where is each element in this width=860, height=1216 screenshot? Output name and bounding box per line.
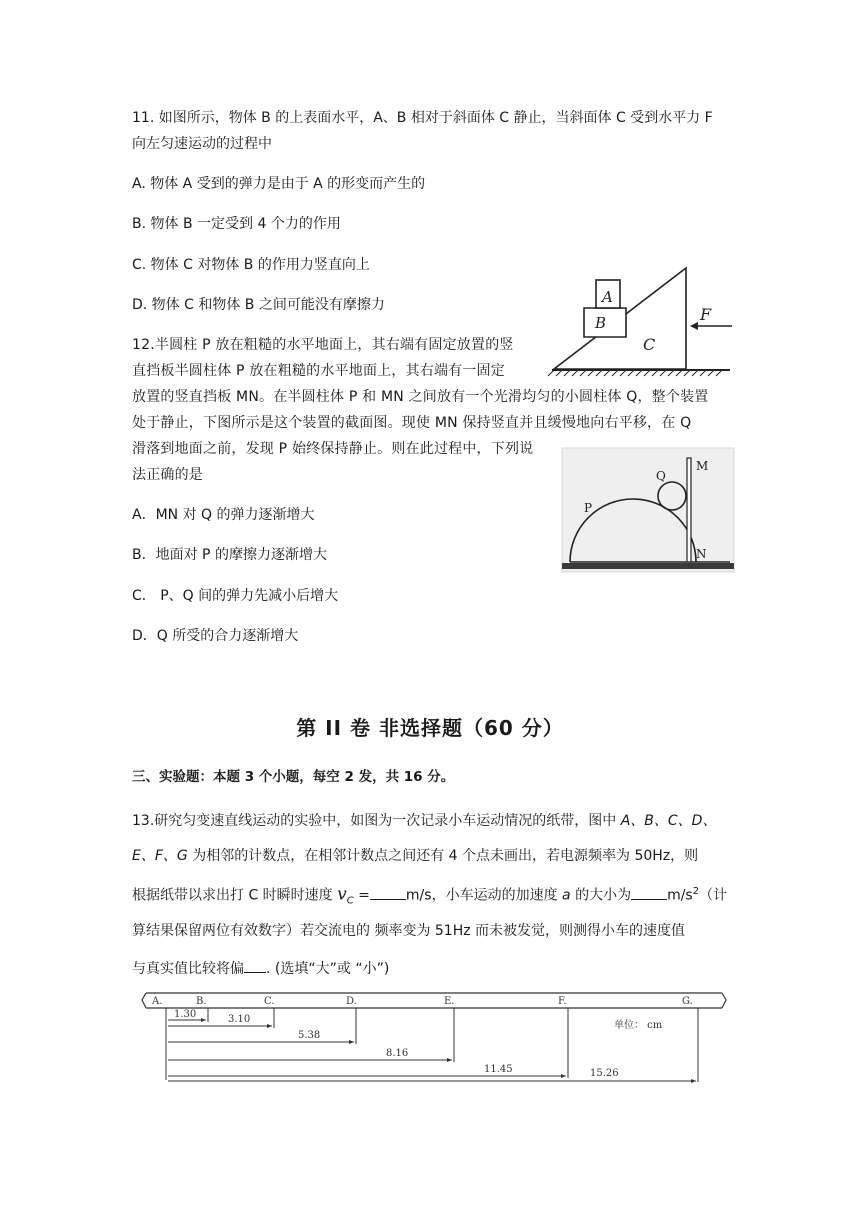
tape-unit: 单位： cm bbox=[614, 1020, 663, 1031]
incline-figure bbox=[540, 262, 740, 382]
q13-line-2 bbox=[132, 846, 698, 866]
q13-line-1 bbox=[132, 811, 716, 831]
q11-stem-line-1: 11. 如图所示，物体 B 的上表面水平，A、B 相对于斜面体 C 静止，当斜面体 C 受到水平力 F bbox=[132, 110, 713, 126]
label-b: B bbox=[595, 314, 607, 332]
distance-ab: 1.30 bbox=[174, 1009, 197, 1020]
q13-line-5-text-a: 与真实值比较将偏 bbox=[132, 961, 244, 977]
q13-line-4: 算结果保留两位有效数字）若交流电的 频率变为 51Hz 而未被发觉，则测得小车的速度值 bbox=[132, 923, 686, 939]
q12-stem-line-1: 12.半圆柱 P 放在粗糙的水平地面上，其右端有固定放置的竖 bbox=[132, 337, 514, 353]
label-f: F bbox=[700, 305, 712, 324]
q13-line-3-text-a: 根据纸带以求出打 C 时瞬时速度 bbox=[132, 887, 338, 904]
q13-line-3-unit: m/s bbox=[667, 887, 693, 904]
q13-line-3-text-f: （计 bbox=[699, 887, 728, 904]
tape-point-e: E. bbox=[444, 996, 455, 1007]
tape-point-g: G. bbox=[682, 996, 693, 1007]
label-m: M bbox=[696, 459, 709, 473]
q12-option-b: B．地面对 P 的摩擦力逐渐增大 bbox=[132, 547, 327, 563]
paper-tape-figure bbox=[142, 990, 728, 1086]
q12-stem-line-6: 法正确的是 bbox=[132, 467, 203, 483]
acceleration-symbol: a bbox=[562, 887, 571, 904]
tape-point-f: F. bbox=[558, 996, 567, 1007]
label-q: Q bbox=[656, 469, 666, 483]
q11-option-a: A. 物体 A 受到的弹力是由于 A 的形变而产生的 bbox=[132, 176, 426, 192]
q13-line-3-text-d: 的大小为 bbox=[570, 887, 632, 904]
label-c: C bbox=[643, 335, 656, 354]
q13-line-5 bbox=[132, 958, 389, 979]
q12-option-d: D．Q 所受的合力逐渐增大 bbox=[132, 628, 299, 644]
q11-option-d: D. 物体 C 和物体 B 之间可能没有摩擦力 bbox=[132, 297, 385, 313]
q12-stem-line-4: 处于静止，下图所示是这个装置的截面图。现使 MN 保持竖直并且缓慢地向右平移，在 Q bbox=[132, 415, 692, 431]
q13-line-2-text: 为相邻的计数点，在相邻计数点之间还有 4 个点未画出，若电源频率为 50Hz，则 bbox=[187, 848, 699, 864]
velocity-subscript: C bbox=[346, 895, 354, 907]
q11-option-c: C. 物体 C 对物体 B 的作用力竖直向上 bbox=[132, 257, 370, 273]
velocity-symbol: v bbox=[337, 884, 347, 905]
q13-points-ad: A、B、C、D、 bbox=[620, 813, 717, 829]
q12-stem-line-3: 放置的竖直挡板 MN。在半圆柱体 P 和 MN 之间放有一个光滑均匀的小圆柱体 Q，整个装置 bbox=[132, 389, 709, 405]
tape-point-b: B. bbox=[196, 996, 207, 1007]
q12-option-c: C． P、Q 间的弹力先减小后增大 bbox=[132, 588, 339, 604]
distance-ac: 3.10 bbox=[228, 1014, 251, 1025]
label-n: N bbox=[696, 547, 707, 561]
q13-line-1-text: 13.研究匀变速直线运动的实验中，如图为一次记录小车运动情况的纸带，图中 bbox=[132, 813, 621, 829]
tape-point-c: C. bbox=[264, 996, 275, 1007]
acceleration-answer-blank[interactable] bbox=[631, 885, 667, 900]
distance-ad: 5.38 bbox=[298, 1030, 321, 1041]
bias-answer-blank[interactable] bbox=[244, 958, 266, 973]
q12-stem-line-2: 直挡板半圆柱体 P 放在粗糙的水平地面上，其右端有一固定 bbox=[132, 363, 505, 379]
cylinder-figure bbox=[562, 448, 734, 572]
distance-ae: 8.16 bbox=[386, 1048, 409, 1059]
q13-line-3-equals: = bbox=[353, 887, 370, 904]
tape-point-a: A. bbox=[152, 996, 163, 1007]
q11-option-b: B. 物体 B 一定受到 4 个力的作用 bbox=[132, 216, 341, 232]
velocity-answer-blank[interactable] bbox=[370, 885, 406, 900]
board-mn bbox=[687, 458, 691, 562]
section-3-title: 三、实验题：本题 3 个小题，每空 2 发，共 16 分。 bbox=[132, 769, 455, 785]
part-2-heading: 第 II 卷 非选择题（60 分） bbox=[296, 716, 564, 740]
label-p: P bbox=[584, 501, 593, 515]
label-a: A bbox=[602, 288, 613, 306]
tape-point-d: D. bbox=[346, 996, 357, 1007]
q13-line-3-unit-exponent: 2 bbox=[692, 886, 700, 897]
q12-stem-line-5: 滑落到地面之前，发现 P 始终保持静止。则在此过程中，下列说 bbox=[132, 441, 534, 457]
q13-line-3-text-c: m/s，小车运动的加速度 bbox=[405, 887, 563, 904]
q12-option-a: A．MN 对 Q 的弹力逐渐增大 bbox=[132, 507, 315, 523]
distance-ag: 15.26 bbox=[590, 1068, 619, 1079]
q11-stem-line-2: 向左匀速运动的过程中 bbox=[132, 136, 272, 152]
distance-af: 11.45 bbox=[484, 1064, 513, 1075]
q13-line-3 bbox=[132, 882, 727, 911]
q13-line-5-text-b: . (选填“大”或 “小”) bbox=[266, 961, 390, 977]
q13-points-eg: E、F、G bbox=[132, 848, 188, 864]
